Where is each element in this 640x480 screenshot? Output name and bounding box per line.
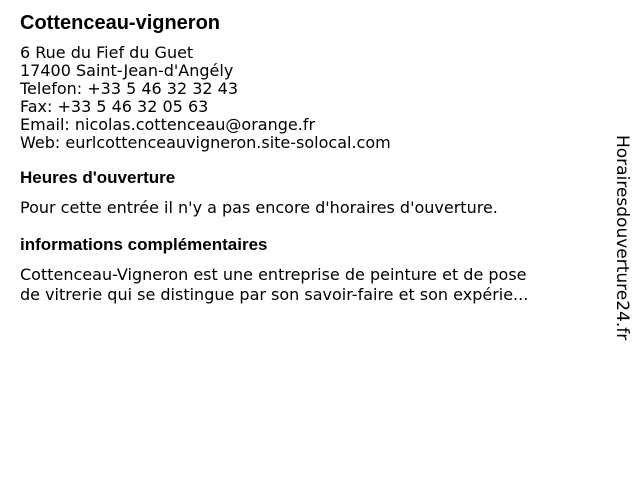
additional-info-heading: informations complémentaires [20, 235, 268, 254]
phone-number: Telefon: +33 5 46 32 32 43 [20, 79, 239, 98]
address-city: 17400 Saint-Jean-d'Angély [20, 61, 234, 80]
fax-number: Fax: +33 5 46 32 05 63 [20, 97, 209, 116]
address-street: 6 Rue du Fief du Guet [20, 43, 194, 62]
business-card [20, 10, 590, 305]
additional-info-line-1: Cottenceau-Vigneron est une entreprise de peinture et de pose [20, 265, 527, 284]
site-watermark: Horairesdouverture24.fr [612, 135, 632, 341]
additional-info-line-2: de vitrerie qui se distingue par son savoir-faire et son expérie... [20, 285, 529, 304]
opening-hours-text: Pour cette entrée il n'y a pas encore d'horaires d'ouverture. [20, 198, 498, 217]
business-name: Cottenceau-vigneron [20, 12, 221, 34]
additional-info-text [20, 265, 590, 305]
website-address: Web: eurlcottenceauvigneron.site-solocal.com [20, 133, 391, 152]
contact-block [20, 44, 590, 152]
opening-hours-heading: Heures d'ouverture [20, 168, 176, 187]
email-address: Email: nicolas.cottenceau@orange.fr [20, 115, 316, 134]
